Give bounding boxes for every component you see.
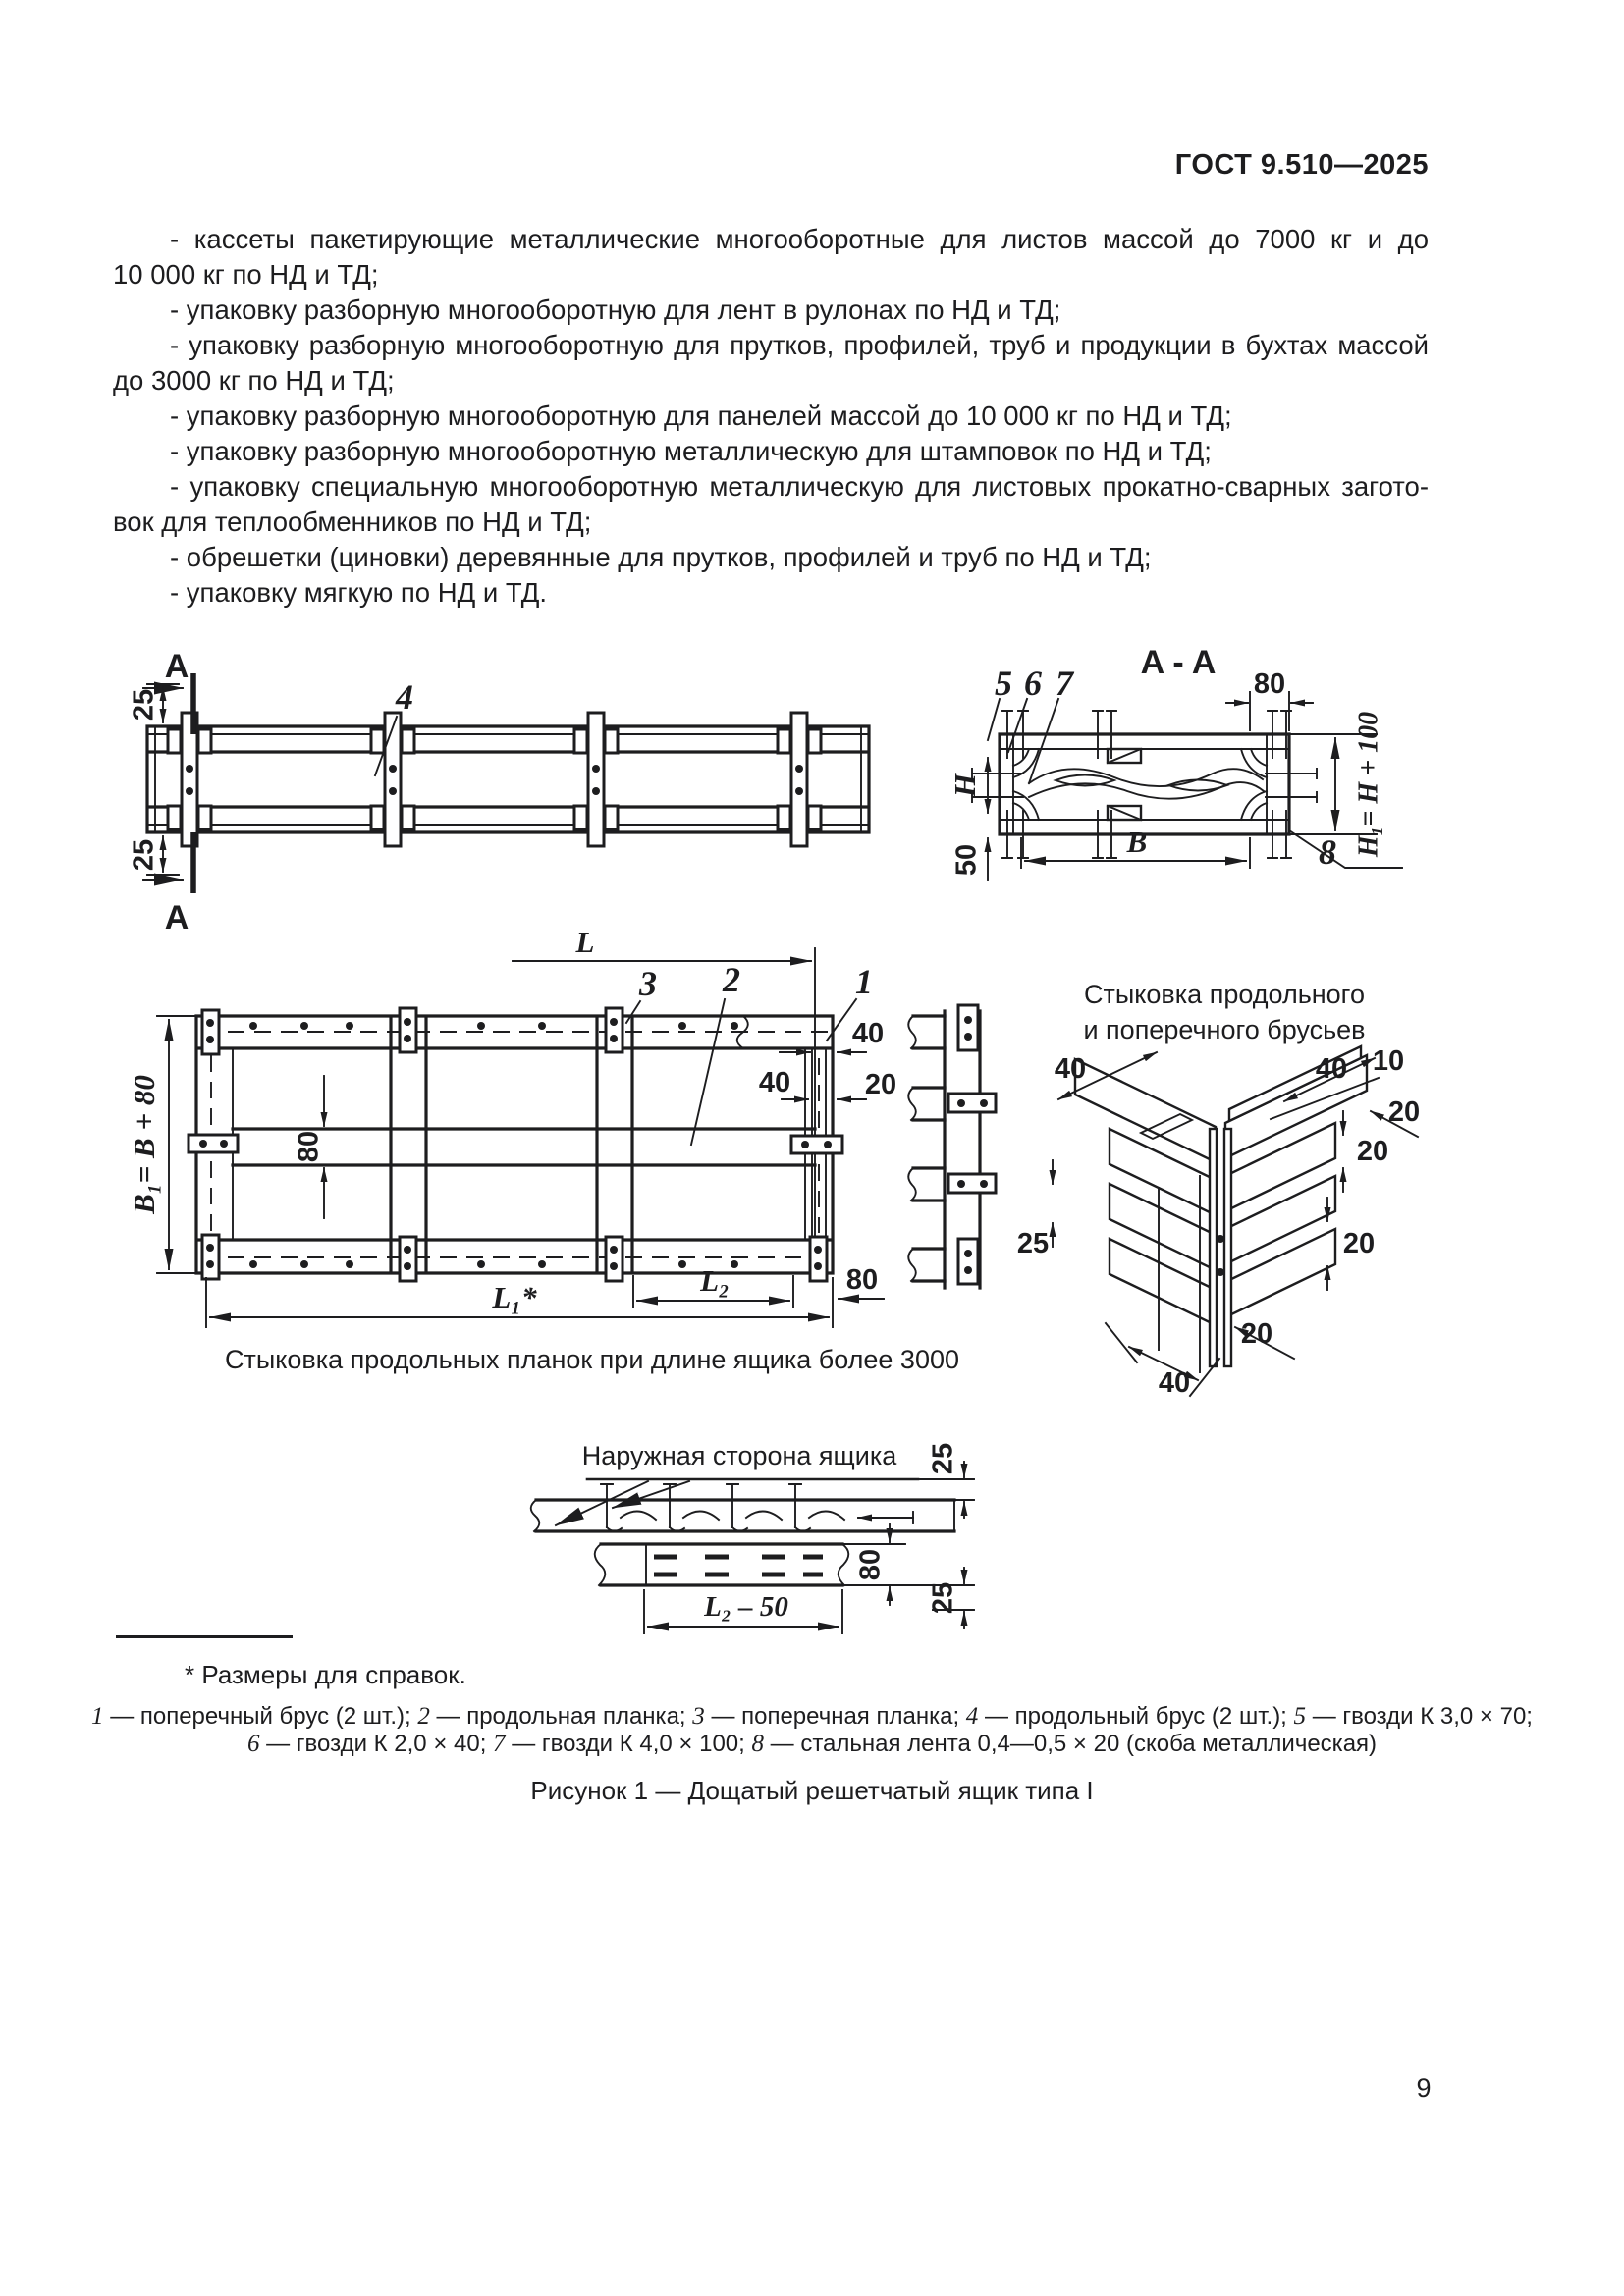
part-label-5: 5 [995,664,1012,703]
dim-25-top: 25 [128,688,160,721]
section-letter-top: A [164,648,189,685]
figure-caption: Рисунок 1 — Дощатый решетчатый ящик типа I [530,1776,1094,1805]
part-label-4: 4 [396,677,413,717]
part-label-7: 7 [1056,664,1073,703]
nail-detail-drawing [531,1441,974,1633]
dim-25-bottom: 25 [128,838,160,872]
corner-caption-line2: и поперечного брусьев [1083,1015,1366,1044]
body-line: - упаковку разборную многооборотную металлическую для штамповок по НД и ТД; [170,436,1212,466]
dim-80: 80 [854,1548,887,1581]
body-line: вок для теплообменников по НД и ТД; [113,507,592,537]
dim-40-right-mid: 40 [758,1067,791,1098]
dim-50: 50 [950,843,983,877]
dim-20-bottom: 20 [1240,1318,1273,1350]
dim-80: 80 [1253,668,1286,700]
section-aa-title: A - A [1140,644,1217,681]
body-line: - упаковку мягкую по НД и ТД. [170,577,547,608]
dim-H: H [947,773,983,798]
dim-L2: L₂ [700,1263,730,1298]
edge-strip-drawing [908,1005,996,1288]
plan-view-dims [127,925,896,1327]
part-label-1: 1 [855,962,873,1001]
corner-structure [1075,1046,1367,1372]
dim-H1: H₁= H + 100 [1353,711,1384,858]
dim-L2-minus-50: L₂ – 50 [704,1591,788,1623]
dim-40-right-top: 40 [851,1018,885,1049]
dim-20-right: 20 [864,1069,897,1100]
body-line: - обрешетки (циновки) деревянные для прутков, профилей и труб по НД и ТД; [170,542,1152,572]
dim-20-right-upper: 20 [1387,1096,1421,1128]
body-line: - упаковку разборную многооборотную для лент в рулонах по НД и ТД; [170,294,1061,325]
dim-B1: B₁= B + 80 [127,1075,162,1214]
nail-detail-dims [644,1443,974,1633]
part-label-6: 6 [1024,664,1042,703]
dim-10: 10 [1372,1045,1405,1077]
dim-20-right-lower: 20 [1342,1228,1376,1259]
side-view-drawing [129,648,869,936]
clinched-nails [601,1484,913,1531]
dim-80-mid: 80 [293,1130,325,1163]
dim-80-bottom: 80 [845,1264,879,1296]
section-letter-bottom: A [164,899,189,936]
figure-legend: 1 — поперечный брус (2 шт.); 2 — продольная планка; 3 — поперечная планка; 4 — продольный брус (2 шт.); 5 — гвозди К 3,0 × 70; 6 — гвозди К 2,0 × 40; 7 — гвозди К 4,0 × 100; 8 — стальная лента 0,4—0,5 × 20 (скоба металлическая) [91,1703,1533,1757]
dim-L: L [575,925,595,959]
corner-dims [1017,1045,1420,1399]
body-line: - кассеты пакетирующие металлические многооборотные для листов массой до 7000 кг и до [170,224,1429,254]
part-label-3: 3 [639,964,657,1003]
section-aa-drawing [947,644,1402,880]
dim-40-top-left: 40 [1054,1053,1087,1085]
dim-40-bottom: 40 [1158,1367,1191,1399]
dim-L1: L₁* [492,1280,537,1314]
dim-25-top: 25 [927,1442,959,1475]
bent-nail-marks [654,1557,823,1575]
body-line: - упаковку разборную многооборотную для прутков, профилей, труб и продукции в бухтах массой [170,330,1429,360]
corner-caption-line1: Стыковка продольного [1084,980,1365,1009]
nail-detail-title: Наружная сторона ящика [581,1441,897,1470]
body-text [113,222,1429,611]
dim-B: B [1126,825,1148,859]
figure-1-drawing [0,618,1624,1639]
plan-view-drawing [127,925,959,1374]
part-label-8: 8 [1319,832,1336,872]
part-label-2: 2 [723,960,740,999]
footnote-separator [116,1635,293,1638]
body-line: - упаковку разборную многооборотную для панелей массой до 10 000 кг по НД и ТД; [170,400,1232,431]
corner-joint-drawing [1017,980,1420,1399]
page-number: 9 [1416,2073,1432,2103]
footnote-text: * Размеры для справок. [185,1660,466,1689]
dim-25-left: 25 [1016,1228,1050,1259]
body-line: 10 000 кг по НД и ТД; [113,259,379,290]
body-line: до 3000 кг по НД и ТД; [113,365,395,396]
document-header: ГОСТ 9.510—2025 [1174,149,1429,181]
body-line: - упаковку специальную многооборотную металлическую для листовых прокатно-сварных загото- [170,471,1429,502]
dim-20-right-mid: 20 [1356,1136,1389,1167]
side-view-dims [129,684,179,875]
dim-25-bottom: 25 [927,1581,959,1615]
plan-view-caption: Стыковка продольных планок при длине ящика более 3000 [225,1345,959,1374]
side-view-battens [168,713,821,846]
dim-40-top-right: 40 [1315,1053,1348,1085]
